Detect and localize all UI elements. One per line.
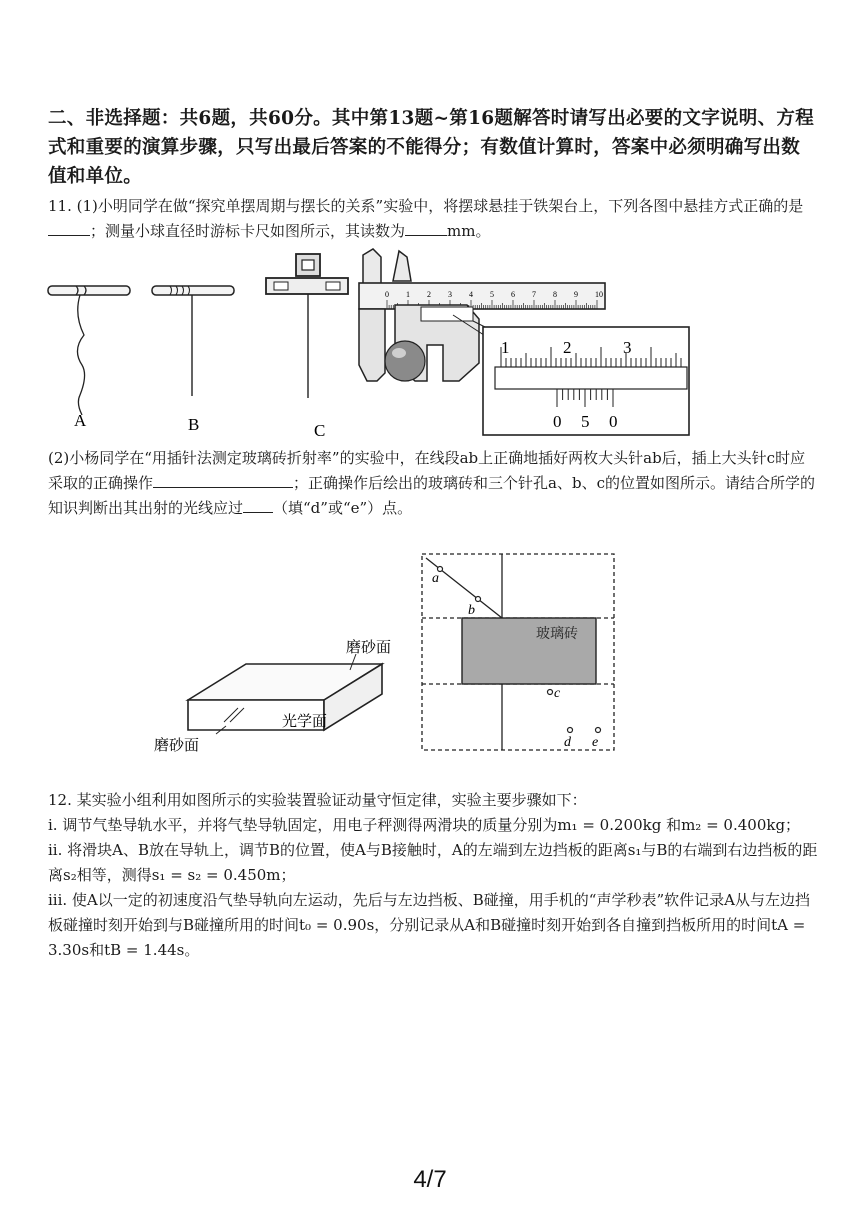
pin-c [548,690,553,695]
q11-part2-text-b: ；正确操作后绘出的玻璃砖和三个针孔a、b、c的位置如图所示。请结合所学的知识判断出其出射的光线应过 [48,474,815,517]
q11-part1 [48,194,818,244]
pin-b [476,597,481,602]
main-scale-number: 3 [448,290,452,299]
label-frosted-bottom: 磨砂面 [154,738,200,754]
pendulum-figures [40,248,360,443]
main-scale-number: 10 [595,290,603,299]
zoom-main-label-1: 1 [501,338,510,357]
main-scale-number: 9 [574,290,578,299]
pin-label-a: a [432,571,439,586]
q12-step2: ii. 将滑块A、B放在导轨上，调节B的位置，使A与B接触时，A的左端到左边挡板的距离s₁与B的右端到右边挡板的距离s₂相等，测得s₁ = s₂ = 0.450m； [48,841,818,884]
q12-intro: 12. 某实验小组利用如图所示的实验装置验证动量守恒定律，实验主要步骤如下： [48,791,587,809]
main-scale-number: 2 [427,290,431,299]
answer-blank-1 [48,219,90,236]
main-scale-number: 5 [490,290,494,299]
main-scale-number: 6 [511,290,515,299]
main-scale-number: 4 [469,290,473,299]
fig-label-c: C [314,421,326,440]
pin-e [596,728,601,733]
q12-step1: i. 调节气垫导轨水平，并将气垫导轨固定，用电子秤测得两滑块的质量分别为m₁ = 0.200kg 和m₂ = 0.400kg； [48,816,801,834]
q11-part2 [48,446,818,521]
page-number: 4/7 [413,1166,447,1193]
pin-label-b: b [468,603,475,618]
pin-diagram [418,550,618,754]
q12 [48,788,818,963]
zoom-vernier-label-10: 0 [609,412,618,431]
answer-blank-2 [405,219,447,236]
q11-part1-unit: mm。 [447,222,491,240]
section-heading: 二、非选择题：共6题，共60分。其中第13题~第16题解答时请写出必要的文字说明、方程式和重要的演算步骤，只写出最后答案的不能得分；有数值计算时，答案中必须明确写出数值和单位。 [48,108,815,187]
fig-label-a: A [74,411,87,430]
pin-label-c: c [554,686,561,701]
main-scale-number: 1 [406,290,410,299]
answer-blank-4 [243,496,273,513]
glass-brick-label: 玻璃砖 [536,627,578,642]
q11-part1-text-a: 11. (1)小明同学在做“探究单摆周期与摆长的关系”实验中，将摆球悬挂于铁架台上，下列各图中悬挂方式正确的是 [48,197,804,215]
pin-d [568,728,573,733]
answer-blank-3 [153,471,293,488]
pendulum-option-a [48,286,130,415]
glass-block-figure [150,630,410,760]
ball-icon [385,341,425,381]
pin-label-d: d [564,735,571,750]
main-scale-number: 8 [553,290,557,299]
main-scale-number: 0 [385,290,389,299]
fig-label-b: B [188,415,200,434]
pin-label-e: e [592,735,599,750]
label-frosted-top: 磨砂面 [346,640,392,656]
zoom-main-label-3: 3 [623,338,632,357]
vernier-caliper-figure [355,245,695,440]
pendulum-option-c [266,254,348,398]
q11-part2-text-a: (2)小杨同学在“用插针法测定玻璃砖折射率”的实验中，在线段ab上正确地插好两枚大头针ab后，插上大头针c时应采取的正确操作 [48,449,806,492]
q11-part1-text-b: ；测量小球直径时游标卡尺如图所示，其读数为 [90,222,406,240]
zoom-main-label-2: 2 [563,338,572,357]
pendulum-option-b [152,286,234,396]
label-optical-face: 光学面 [282,714,328,730]
main-scale-number: 7 [532,290,536,299]
q12-step3: iii. 使A以一定的初速度沿气垫导轨向左运动，先后与左边挡板、B碰撞，用手机的“声学秒表”软件记录A从与左边挡板碰撞时刻开始到与B碰撞所用的时间t₀ = 0.90s，分别记录从A和B碰撞时刻开始到各自撞到挡板所用的时间tA = 3.30s和tB = 1.44s。 [48,891,810,959]
zoom-vernier-label-5: 5 [581,412,590,431]
q11-part2-text-c: （填“d”或“e”）点。 [273,499,413,517]
zoom-vernier-label-0: 0 [553,412,562,431]
